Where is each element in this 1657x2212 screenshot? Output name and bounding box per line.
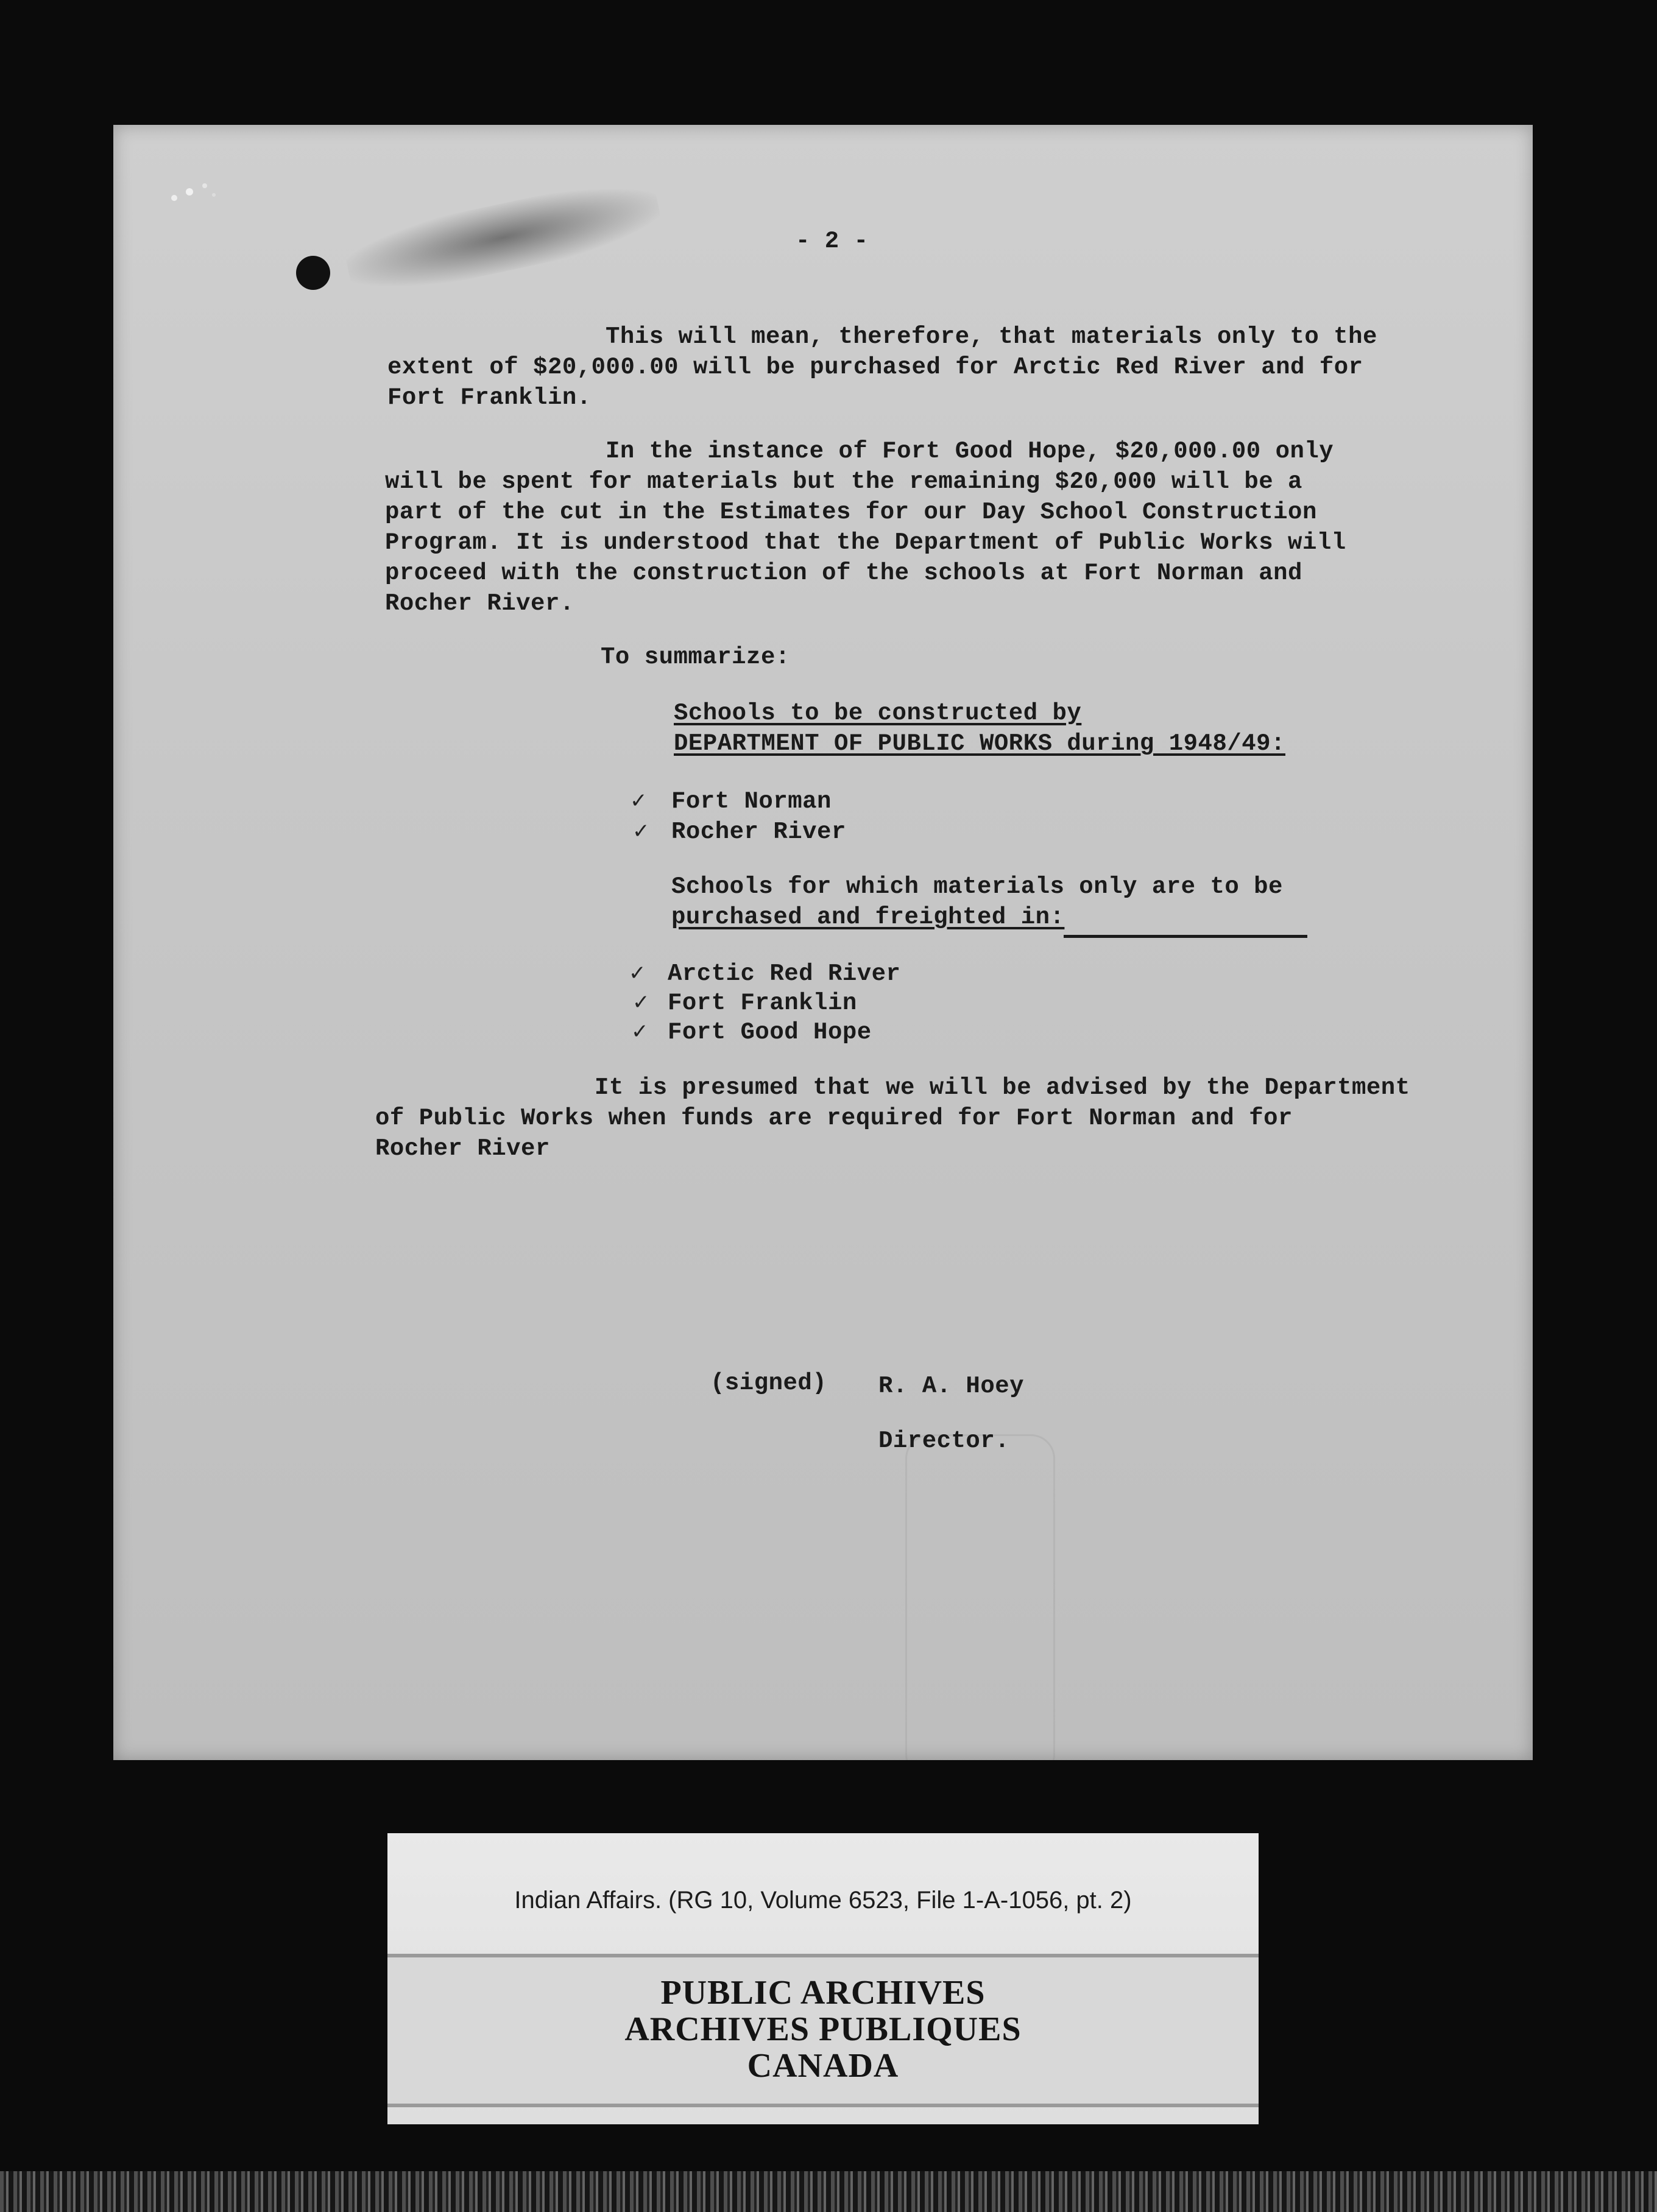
para1-line1: This will mean, therefore, that materials only to the [606, 323, 1377, 350]
archive-line-french: ARCHIVES PUBLIQUES [624, 2010, 1022, 2048]
section2-item-fort-franklin: Fort Franklin [668, 990, 857, 1016]
speck-marks [162, 174, 235, 210]
section1-heading-line1: Schools to be constructed by [674, 700, 1082, 727]
para3-line1: It is presumed that we will be advised by the Department [595, 1074, 1410, 1101]
signatory-name: R. A. Hoey [878, 1373, 1025, 1400]
checkmark-icon: ✓ [629, 961, 646, 985]
para2-line2: will be spent for materials but the remaining $20,000 will be a [385, 468, 1302, 495]
section2-heading-line1: Schools for which materials only are to be [671, 873, 1283, 900]
para2-line1: In the instance of Fort Good Hope, $20,000.00 only [606, 438, 1334, 465]
section1-item-fort-norman: Fort Norman [671, 788, 832, 815]
underline-rule [1064, 935, 1307, 938]
ink-smudge [341, 172, 665, 303]
hole-punch-mark [296, 256, 330, 290]
signed-label: (signed) [710, 1370, 827, 1397]
para2-line5: proceed with the construction of the schools at Fort Norman and [385, 560, 1302, 586]
archive-line-canada: CANADA [747, 2047, 899, 2085]
archive-citation: Indian Affairs. (RG 10, Volume 6523, File 1-A-1056, pt. 2) [514, 1887, 1132, 1914]
film-edge-strip [0, 2171, 1657, 2212]
section1-item-rocher-river: Rocher River [671, 819, 846, 845]
checkmark-icon: ✓ [632, 990, 650, 1015]
section2-item-arctic-red-river: Arctic Red River [668, 960, 901, 987]
para1-line3: Fort Franklin. [387, 384, 592, 411]
archive-label-card [387, 1833, 1259, 2124]
document-page [113, 125, 1533, 1760]
section2-item-fort-good-hope: Fort Good Hope [668, 1019, 872, 1046]
para2-line4: Program. It is understood that the Department of Public Works will [385, 529, 1346, 556]
para3-line2: of Public Works when funds are required for Fort Norman and for [375, 1105, 1293, 1132]
faint-stamp [905, 1434, 1055, 1760]
checkmark-icon: ✓ [630, 789, 648, 813]
section1-heading-line2: DEPARTMENT OF PUBLIC WORKS during 1948/49: [674, 730, 1285, 757]
checkmark-icon: ✓ [631, 1020, 649, 1044]
page-number: - 2 - [796, 228, 869, 255]
archive-banner [387, 1954, 1259, 2107]
para2-line3: part of the cut in the Estimates for our Day School Construction [385, 499, 1317, 526]
section2-heading-line2: purchased and freighted in: [671, 904, 1065, 931]
para1-line2: extent of $20,000.00 will be purchased for Arctic Red River and for [387, 354, 1363, 381]
checkmark-icon: ✓ [632, 819, 650, 844]
para3-line3: Rocher River [375, 1135, 550, 1162]
archive-line-english: PUBLIC ARCHIVES [660, 1974, 986, 2012]
para2-line6: Rocher River. [385, 590, 574, 617]
signatory-title: Director. [878, 1428, 1010, 1454]
summarize-label: To summarize: [601, 644, 790, 671]
